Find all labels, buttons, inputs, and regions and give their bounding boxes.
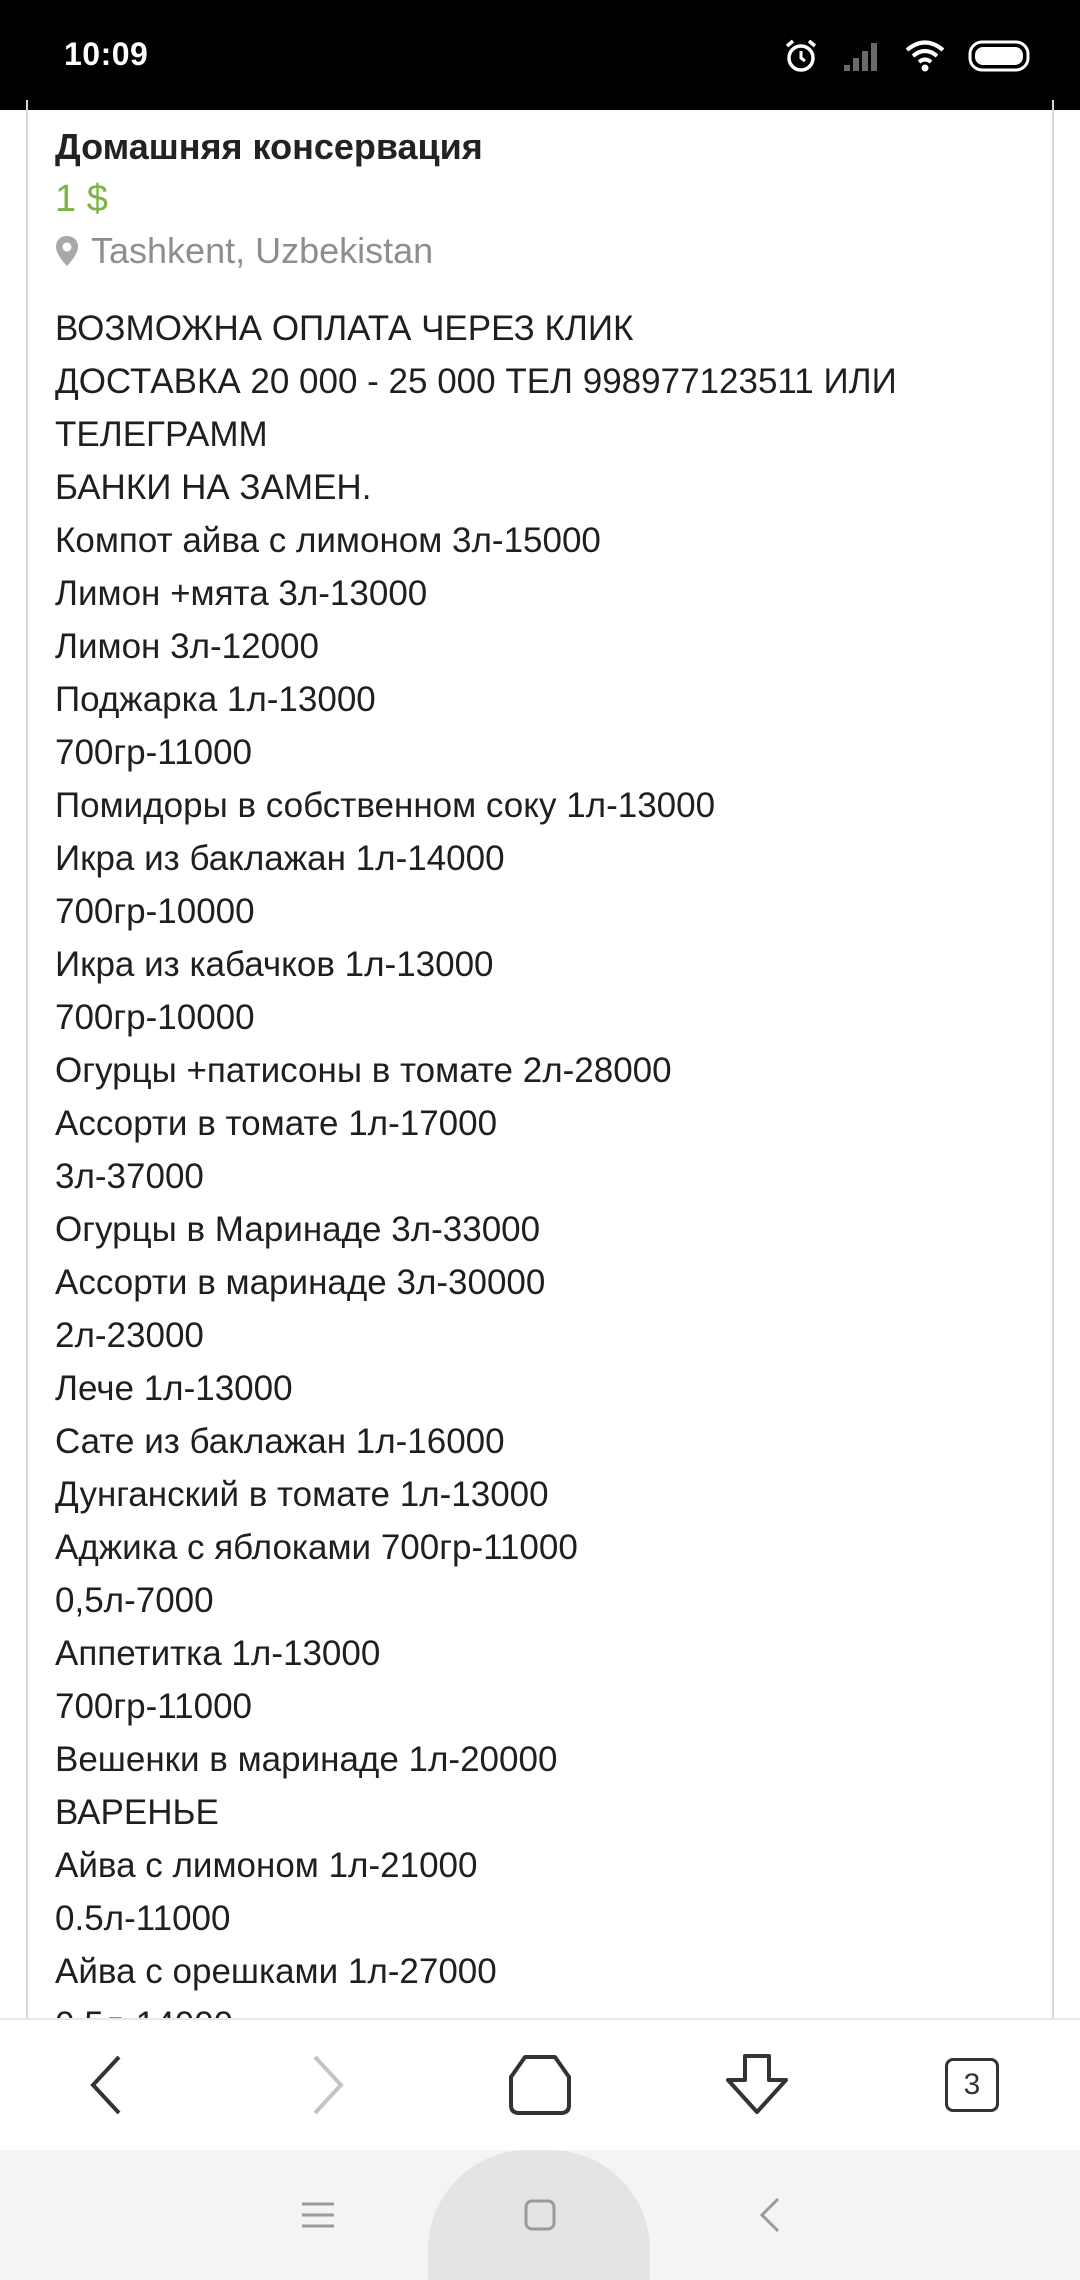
back-chevron-icon — [758, 2196, 782, 2234]
home-icon — [507, 2052, 573, 2118]
location-pin-icon — [55, 235, 79, 267]
listing-location — [55, 230, 433, 272]
description-line: Огурцы в Маринаде 3л-33000 — [55, 1210, 541, 1249]
battery-icon — [968, 39, 1032, 73]
description-line: 700гр-10000 — [55, 998, 255, 1037]
description-line: Икра из баклажан 1л-14000 — [55, 839, 505, 878]
download-icon — [722, 2052, 792, 2118]
nav-back-button[interactable] — [740, 2190, 800, 2240]
description-line: ВОЗМОЖНА ОПЛАТА ЧЕРЕЗ КЛИК — [55, 309, 634, 348]
listing-title: Домашняя консервация — [55, 126, 483, 167]
location-text: Tashkent, Uzbekistan — [91, 230, 434, 271]
description-line: ВАРЕНЬЕ — [55, 1793, 219, 1832]
home-square-icon — [522, 2197, 558, 2233]
description-line: Огурцы +патисоны в томате 2л-28000 — [55, 1051, 672, 1090]
forward-button[interactable] — [290, 2048, 364, 2122]
status-icons — [782, 36, 1032, 76]
description-line: 0,5л-7000 — [55, 1581, 214, 1620]
menu-icon — [300, 2200, 336, 2230]
description-line: Аппетитка 1л-13000 — [55, 1634, 381, 1673]
home-button[interactable] — [503, 2048, 577, 2122]
listing-description — [55, 302, 1035, 2051]
description-line: Айва с орешками 1л-27000 — [55, 1952, 497, 1991]
nav-home-button[interactable] — [510, 2190, 570, 2240]
description-line: Лимон +мята 3л-13000 — [55, 574, 428, 613]
description-line: Икра из кабачков 1л-13000 — [55, 945, 494, 984]
description-line: Ассорти в томате 1л-17000 — [55, 1104, 498, 1143]
description-line: ДОСТАВКА 20 000 - 25 000 ТЕЛ 998977123511 ИЛИ — [55, 362, 897, 401]
description-line: БАНКИ НА ЗАМЕН. — [55, 468, 372, 507]
back-button[interactable] — [70, 2048, 144, 2122]
status-time: 10:09 — [64, 36, 149, 72]
description-line: 700гр-11000 — [55, 1687, 253, 1726]
description-line: 0.5л-11000 — [55, 1899, 231, 1938]
description-line: 3л-37000 — [55, 1157, 204, 1196]
description-line: Компот айва с лимоном 3л-15000 — [55, 521, 601, 560]
description-line: Сате из баклажан 1л-16000 — [55, 1422, 505, 1461]
system-nav-bar — [0, 2150, 1080, 2280]
description-line: Аджика с яблоками 700гр-11000 — [55, 1528, 578, 1567]
description-line: Вешенки в маринаде 1л-20000 — [55, 1740, 558, 1779]
description-line: 700гр-11000 — [55, 733, 253, 772]
description-line: Айва с лимоном 1л-21000 — [55, 1846, 478, 1885]
description-line: 2л-23000 — [55, 1316, 204, 1355]
forward-icon — [307, 2053, 347, 2117]
download-button[interactable] — [720, 2048, 794, 2122]
description-line: Дунганский в томате 1л-13000 — [55, 1475, 549, 1514]
nav-menu-button[interactable] — [288, 2190, 348, 2240]
description-line: Лече 1л-13000 — [55, 1369, 293, 1408]
back-icon — [87, 2053, 127, 2117]
description-line: Лимон 3л-12000 — [55, 627, 319, 666]
signal-icon — [842, 39, 882, 73]
listing-price: 1 $ — [55, 178, 108, 220]
alarm-icon — [782, 37, 820, 75]
description-line: Ассорти в маринаде 3л-30000 — [55, 1263, 546, 1302]
description-line: Поджарка 1л-13000 — [55, 680, 376, 719]
wifi-icon — [904, 39, 946, 73]
description-line: Помидоры в собственном соку 1л-13000 — [55, 786, 716, 825]
tabs-button[interactable] — [935, 2048, 1009, 2122]
browser-toolbar — [0, 2018, 1080, 2150]
description-line: 700гр-10000 — [55, 892, 255, 931]
tabs-icon: 3 — [945, 2058, 999, 2112]
status-bar — [0, 0, 1080, 110]
description-line: ТЕЛЕГРАММ — [55, 415, 268, 454]
web-page[interactable] — [0, 110, 1080, 2018]
